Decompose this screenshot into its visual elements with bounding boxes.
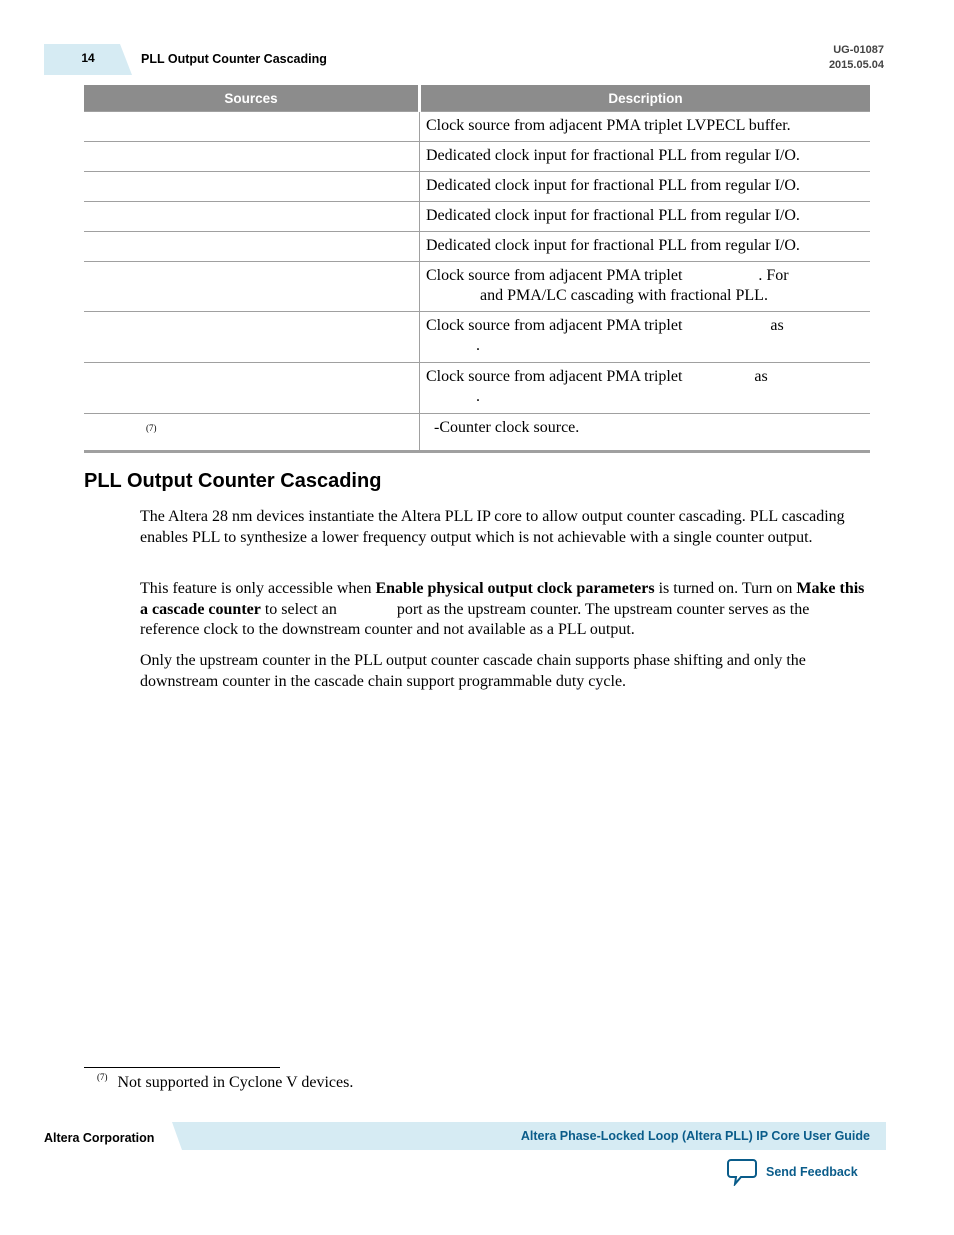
ui-option-name: Enable physical output clock parameters bbox=[375, 580, 655, 597]
source-cell bbox=[84, 172, 420, 202]
description-line: . bbox=[476, 388, 480, 405]
description-cell bbox=[420, 363, 871, 414]
footnote-reference: (7) bbox=[146, 423, 157, 433]
column-header-description: Description bbox=[420, 85, 871, 112]
document-id: UG-01087 bbox=[833, 44, 884, 56]
description-cell: Dedicated clock input for fractional PLL from regular I/O. bbox=[420, 142, 871, 172]
send-feedback-label: Send Feedback bbox=[766, 1165, 858, 1179]
footnote-text: Not supported in Cyclone V devices. bbox=[117, 1074, 354, 1091]
footnote-marker: (7) bbox=[97, 1072, 108, 1082]
table-row bbox=[84, 312, 870, 363]
paragraph: Only the upstream counter in the PLL output counter cascade chain supports phase shifting and only the downstream counter in the cascade chain support programmable duty cycle. bbox=[140, 652, 806, 690]
source-cell bbox=[84, 202, 420, 232]
source-cell bbox=[84, 262, 420, 312]
document-date: 2015.05.04 bbox=[828, 59, 884, 71]
description-cell: Dedicated clock input for fractional PLL from regular I/O. bbox=[420, 202, 871, 232]
table-row bbox=[84, 262, 870, 312]
header-section-title: PLL Output Counter Cascading bbox=[141, 52, 327, 66]
document-info bbox=[829, 43, 884, 73]
source-cell bbox=[84, 112, 420, 142]
description-line: Clock source from adjacent PMA triplet . For bbox=[426, 267, 789, 284]
source-cell bbox=[84, 414, 420, 452]
clock-sources-table bbox=[84, 85, 870, 453]
description-line: Clock source from adjacent PMA triplet as bbox=[426, 317, 784, 334]
company-name: Altera Corporation bbox=[44, 1131, 155, 1145]
table-row bbox=[84, 112, 870, 142]
description-cell bbox=[420, 312, 871, 363]
source-cell bbox=[84, 232, 420, 262]
section-heading: PLL Output Counter Cascading bbox=[84, 470, 382, 492]
description-cell: Clock source from adjacent PMA triplet LVPECL buffer. bbox=[420, 112, 871, 142]
column-header-sources: Sources bbox=[84, 85, 420, 112]
footnote-divider bbox=[84, 1067, 280, 1068]
description-cell bbox=[420, 262, 871, 312]
description-line: . bbox=[476, 337, 480, 354]
paragraph bbox=[140, 579, 865, 641]
description-line: and PMA/LC cascading with fractional PLL. bbox=[480, 287, 768, 304]
description-cell: -Counter clock source. bbox=[420, 414, 871, 452]
source-cell bbox=[84, 363, 420, 414]
speech-bubble-icon bbox=[727, 1158, 757, 1186]
source-cell bbox=[84, 312, 420, 363]
source-cell bbox=[84, 142, 420, 172]
table-row bbox=[84, 142, 870, 172]
table-row bbox=[84, 363, 870, 414]
send-feedback-button[interactable] bbox=[727, 1158, 858, 1186]
paragraph-text: is turned on. Turn on bbox=[654, 580, 797, 597]
paragraph-text: This feature is only accessible when bbox=[140, 580, 376, 597]
table-row bbox=[84, 202, 870, 232]
table-header-row bbox=[84, 85, 870, 112]
guide-title-link[interactable]: Altera Phase-Locked Loop (Altera PLL) IP Core User Guide bbox=[520, 1129, 870, 1143]
table-row bbox=[84, 172, 870, 202]
table-row bbox=[84, 232, 870, 262]
table-row bbox=[84, 414, 870, 452]
description-cell: Dedicated clock input for fractional PLL from regular I/O. bbox=[420, 172, 871, 202]
description-cell: Dedicated clock input for fractional PLL from regular I/O. bbox=[420, 232, 871, 262]
paragraph-text: to select an port as the upstream counter. The upstream counter serves as the reference clock to the downstream counter and not available as a PLL output. bbox=[140, 600, 814, 638]
paragraph: The Altera 28 nm devices instantiate the Altera PLL IP core to allow output counter cascading. PLL cascading enables PLL to synthesize a lower frequency output which is not achievable with a single counter output. bbox=[140, 508, 845, 546]
footnote bbox=[97, 1072, 353, 1092]
description-line: Clock source from adjacent PMA triplet as bbox=[426, 368, 768, 385]
page-number: 14 bbox=[81, 51, 95, 65]
ui-option-name: Make this a cascade counter bbox=[140, 580, 865, 618]
